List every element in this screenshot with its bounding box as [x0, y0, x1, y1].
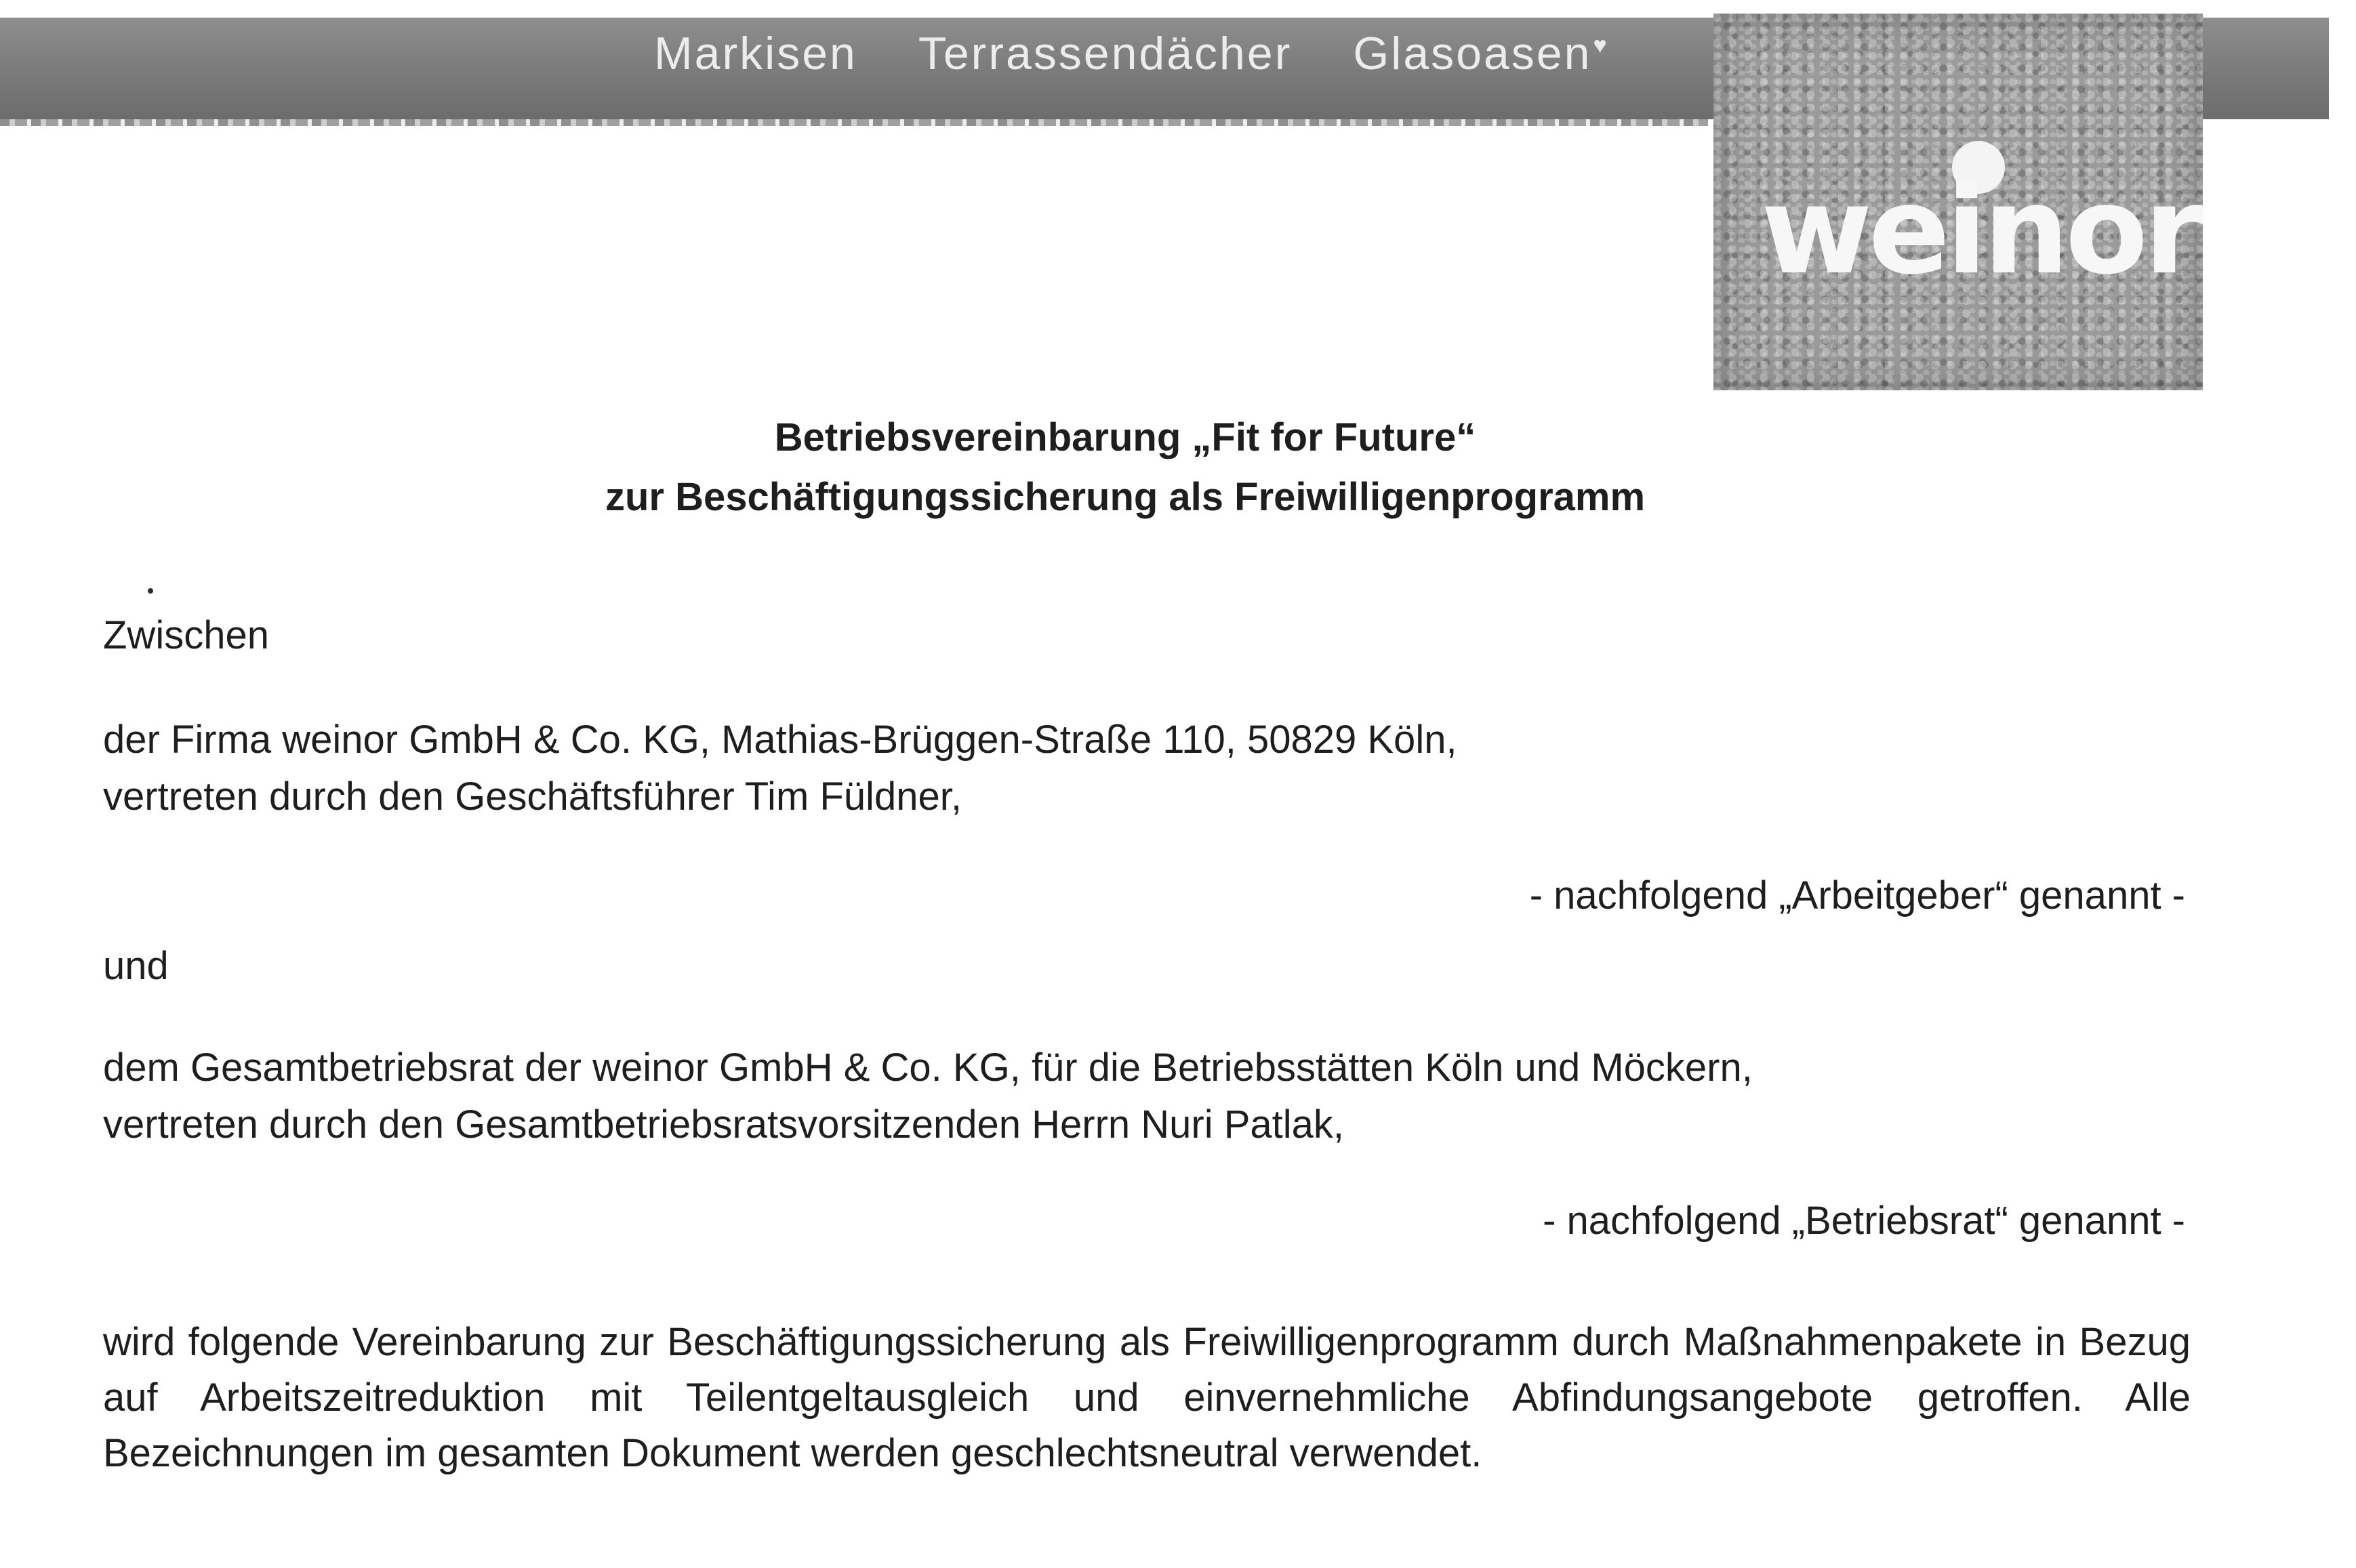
- party2-designation: - nachfolgend „Betriebsrat“ genannt -: [1543, 1199, 2185, 1243]
- between-label: Zwischen: [103, 613, 269, 657]
- document-subtitle: zur Beschäftigungssicherung als Freiwilligenprogramm: [605, 475, 1646, 519]
- header-nav: [654, 27, 1609, 80]
- party1-address: der Firma weinor GmbH & Co. KG, Mathias-Brüggen-Straße 110, 50829 Köln,: [103, 718, 1457, 762]
- banner-scan-edge: [0, 119, 1708, 126]
- party2-representative: vertreten durch den Gesamtbetriebsratsvorsitzenden Herrn Nuri Patlak,: [103, 1102, 1345, 1147]
- document-title: Betriebsvereinbarung „Fit for Future“: [774, 415, 1476, 459]
- party1-designation: - nachfolgend „Arbeitgeber“ genannt -: [1529, 873, 2185, 917]
- party1-representative: vertreten durch den Geschäftsführer Tim Füldner,: [103, 775, 962, 819]
- agreement-paragraph: wird folgende Vereinbarung zur Beschäftigungssicherung als Freiwilligenprogramm durch Maßnahmenpakete in Bezug auf Arbeitszeitreduktion mit Teilentgeltausgleich und einvernehmliche Abfindungsangebote getroffen. Alle Bezeichnungen im gesamten Dokument werden geschlechtsneutral verwendet.: [103, 1320, 2191, 1475]
- scan-speck: [148, 588, 153, 594]
- heart-trademark-icon: ♥: [1593, 33, 1609, 59]
- nav-item-glasoasen: [1353, 27, 1608, 80]
- weinor-logo: [1713, 14, 2203, 390]
- nav-item-markisen: Markisen: [654, 28, 857, 79]
- logo-text: weinor: [1761, 161, 2199, 301]
- nav-item-glasoasen-label: Glasoasen: [1353, 28, 1592, 79]
- party2-address: dem Gesamtbetriebsrat der weinor GmbH & Co. KG, für die Betriebsstätten Köln und Möckern,: [103, 1046, 1753, 1090]
- nav-item-terrassendaecher: Terrassendächer: [918, 28, 1293, 79]
- and-label: und: [103, 944, 169, 988]
